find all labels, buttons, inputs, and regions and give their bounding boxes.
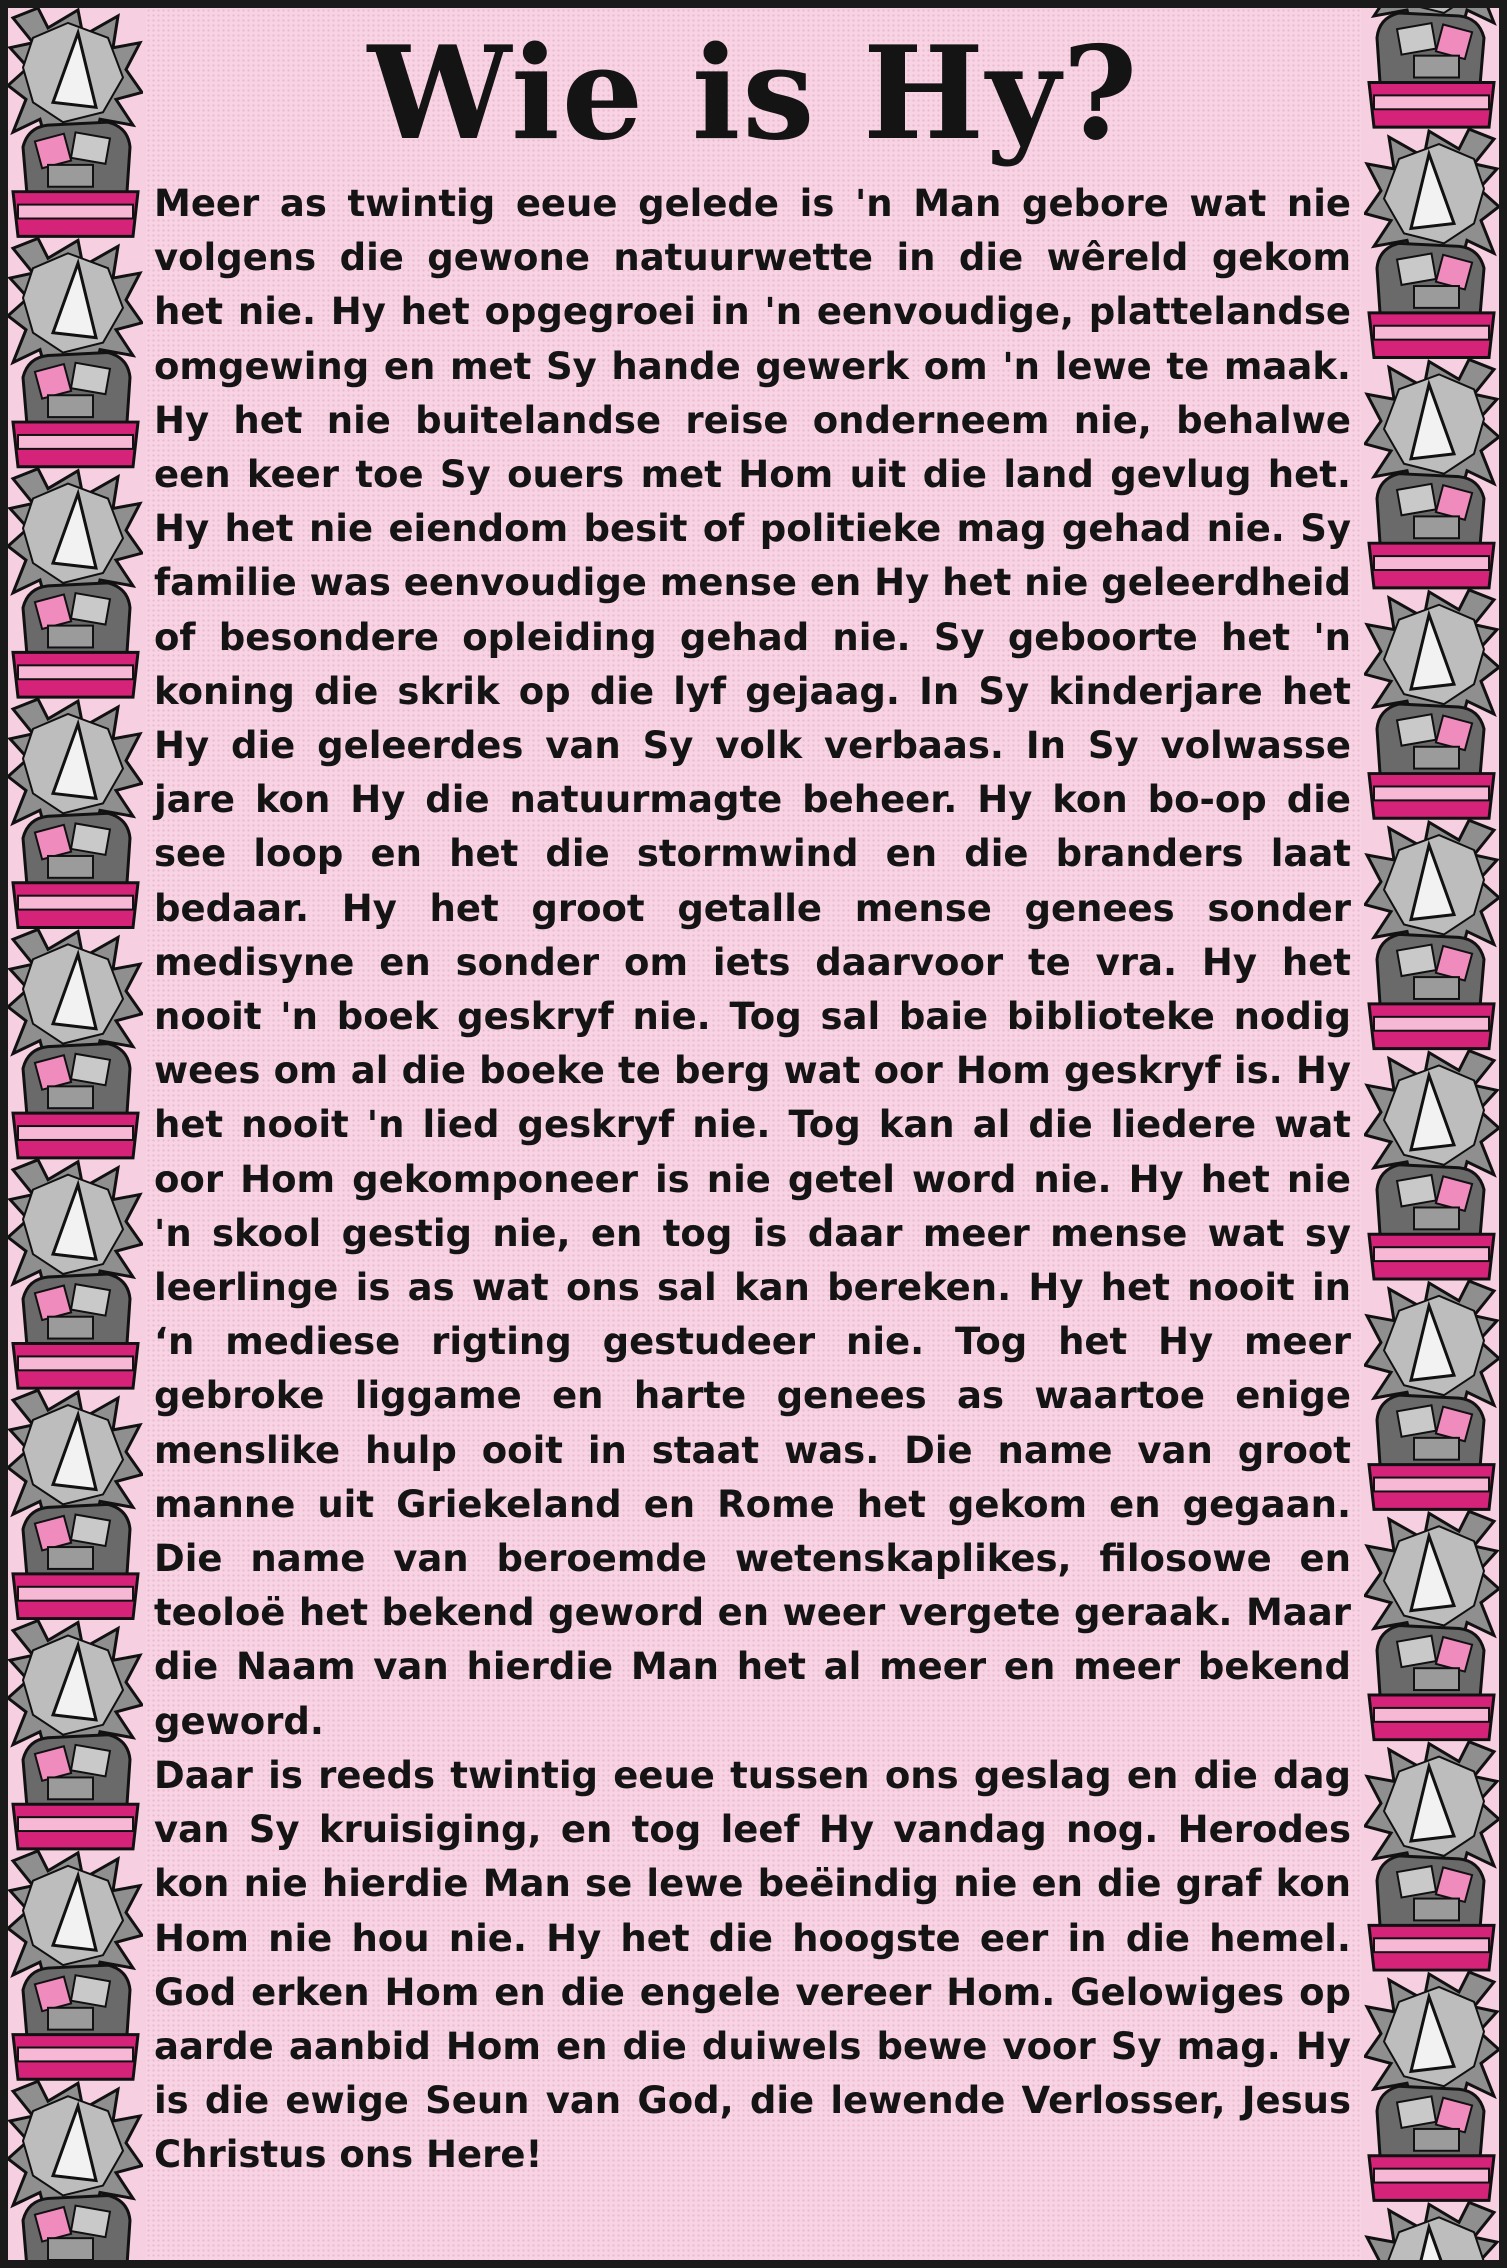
left-decorative-border — [8, 8, 143, 2260]
left-border-ornament — [8, 8, 143, 2260]
main-content — [146, 8, 1361, 2260]
right-decorative-border — [1364, 8, 1499, 2260]
paragraph-1: Meer as twintig eeue gelede is 'n Man gebore wat nie volgens die gewone natuurwette in die wêreld gekom het nie. Hy het opgegroei in 'n eenvoudige, plattelandse omgewing en met Sy hande gewerk om 'n lewe te maak. Hy het nie buitelandse reise onderneem nie, behalwe een keer toe Sy ouers met Hom uit die land gevlug het. Hy het nie eiendom besit of politieke mag gehad nie. Sy familie was eenvoudige mense en Hy het nie geleerdheid of besondere opleiding gehad nie. Sy geboorte het 'n koning die skrik op die lyf gejaag. In Sy kinderjare het Hy die geleerdes van Sy volk verbaas. In Sy volwasse jare kon Hy die natuurmagte beheer. Hy kon bo-op die see loop en het die stormwind en die branders laat bedaar. Hy het groot getalle mense genees sonder medisyne en sonder om iets daarvoor te vra. Hy het nooit 'n boek geskryf nie. Tog sal baie biblioteke nodig wees om al die boeke te berg wat oor Hom geskryf is. Hy het nooit 'n lied geskryf nie. Tog kan al die liedere wat oor Hom gekomponeer is nie getel word nie. Hy het nie 'n skool gestig nie, en tog is daar meer mense wat sy leerlinge is as wat ons sal kan bereken. Hy het nooit in ‘n mediese rigting gestudeer nie. Tog het Hy meer gebroke liggame en harte genees as waartoe enige menslike hulp ooit in staat was. Die name van groot manne uit Griekeland en Rome het gekom en gegaan. Die name van beroemde wetenskaplikes, filosowe en teoloë het bekend geword en weer vergete geraak. Maar die Naam van hierdie Man het al meer en meer bekend geword. — [154, 182, 1351, 1743]
right-border-ornament — [1364, 8, 1499, 2260]
paragraph-2: Daar is reeds twintig eeue tussen ons geslag en die dag van Sy kruisiging, en tog leef Hy vandag nog. Herodes kon nie hierdie Man se lewe beëindig nie en die graf kon Hom nie hou nie. Hy het die hoogste eer in die hemel. God erken Hom en die engele vereer Hom. Gelowiges op aarde aanbid Hom en die duiwels bewe voor Sy mag. Hy is die ewige Seun van God, die lewende Verlosser, Jesus Christus ons Here! — [154, 1753, 1351, 2177]
body-text — [154, 177, 1351, 2183]
page-title: Wie is Hy? — [367, 19, 1140, 169]
